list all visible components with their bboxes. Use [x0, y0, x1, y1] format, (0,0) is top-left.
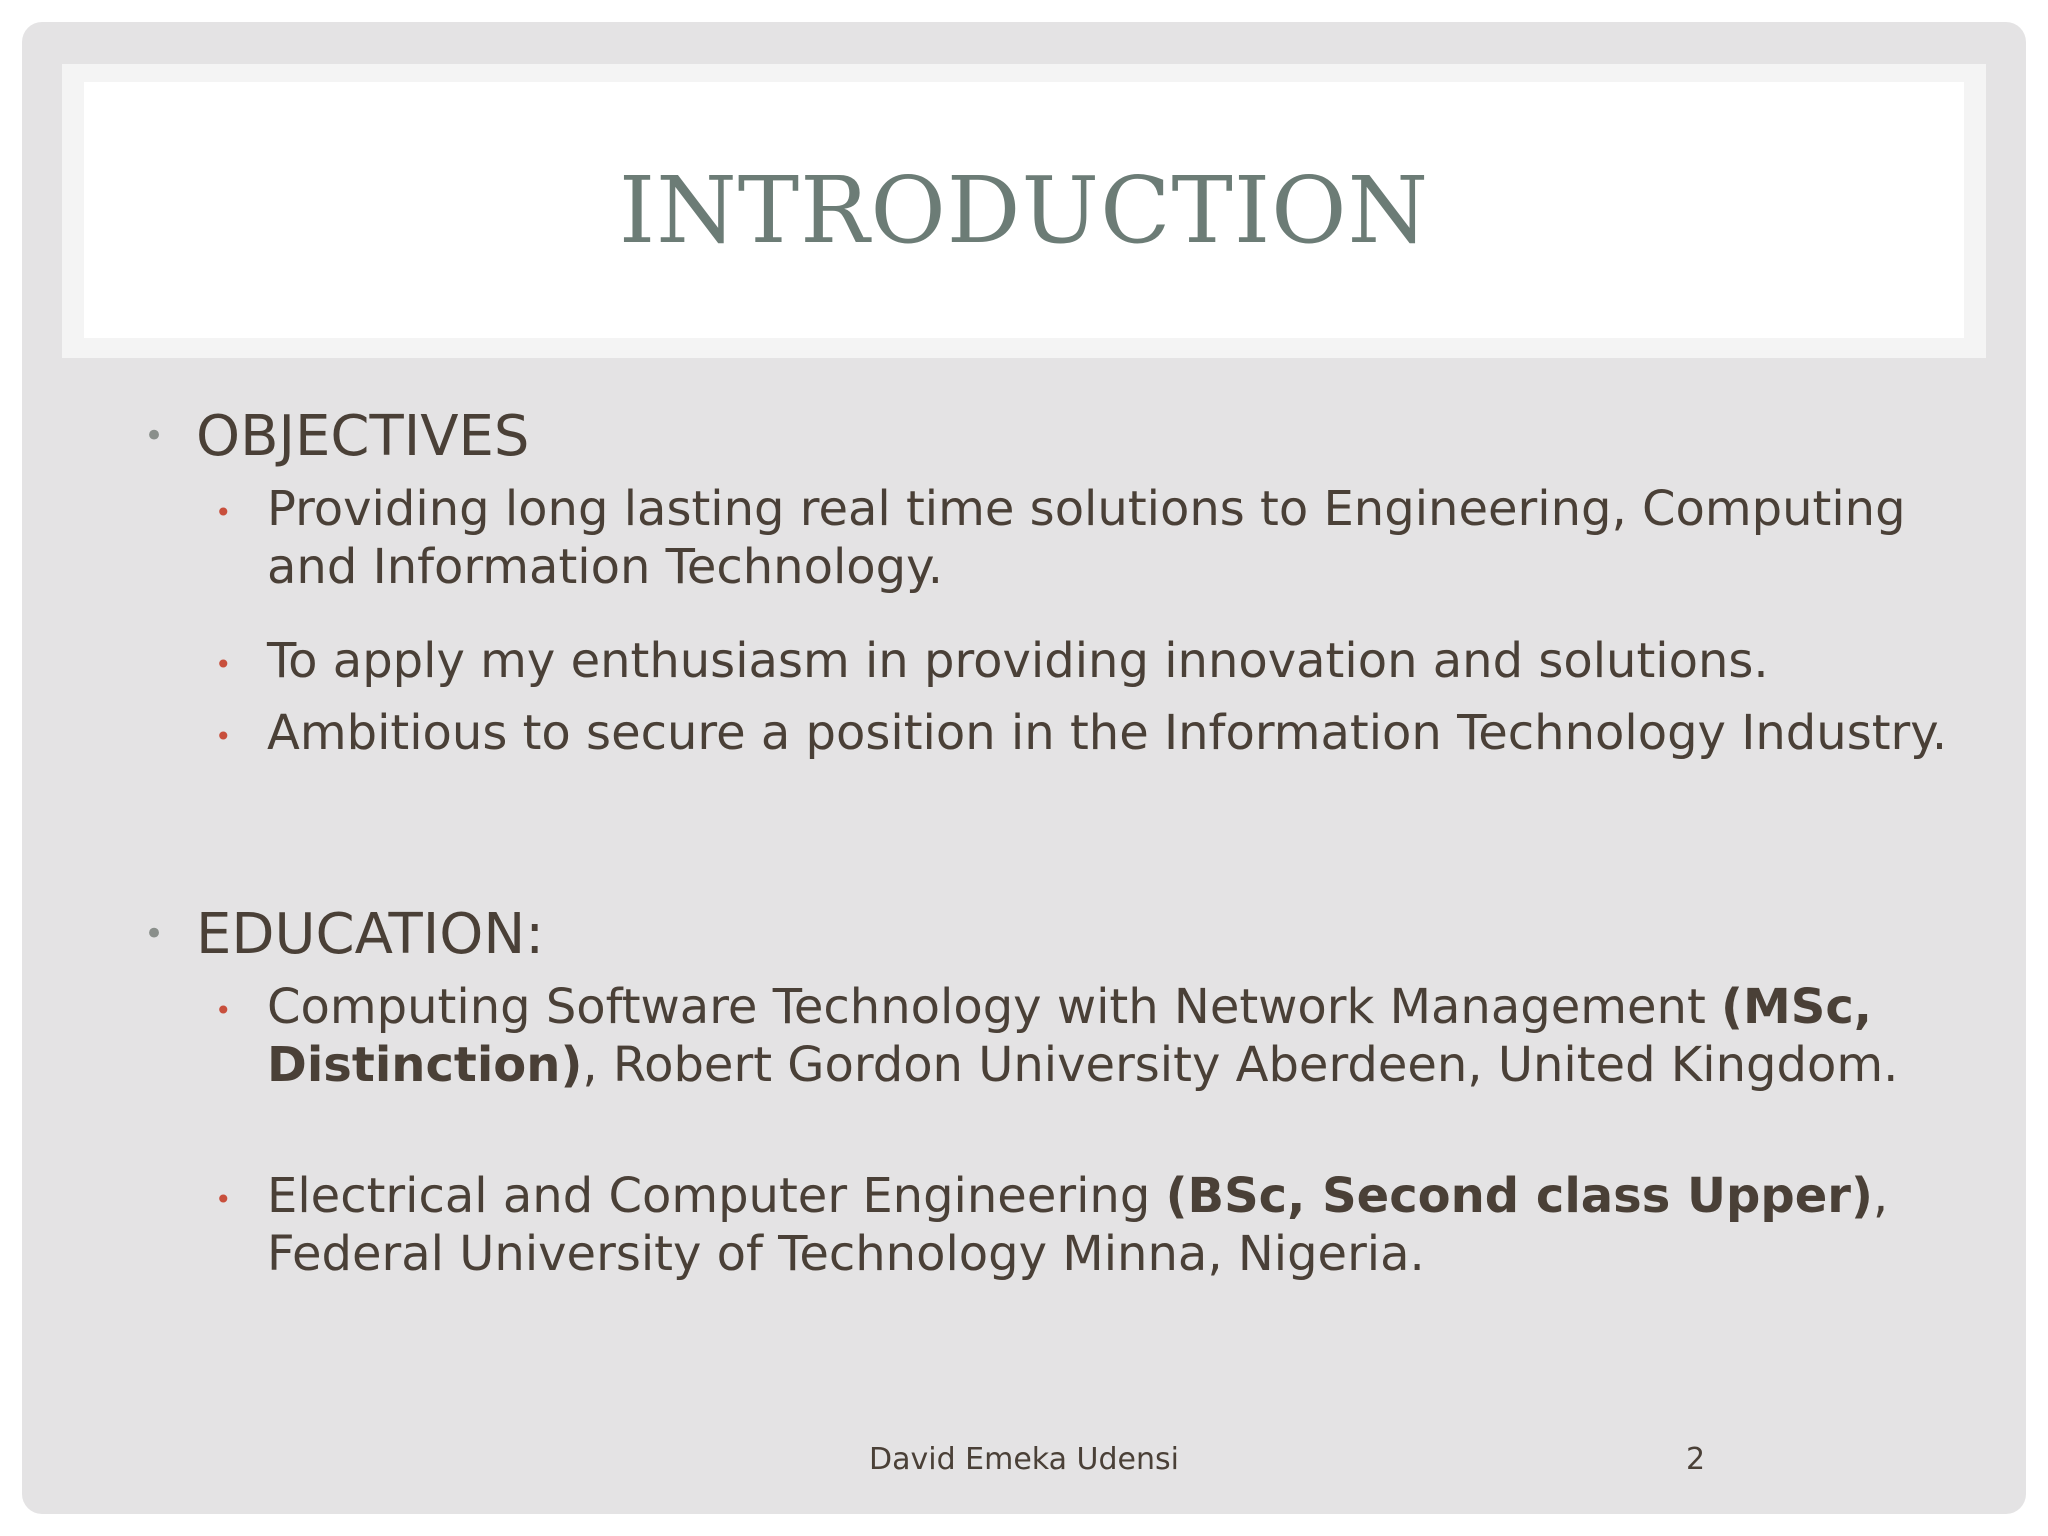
list-item-text: [267, 978, 1967, 1094]
list-item: [215, 632, 1967, 690]
bullet-icon: •: [215, 496, 232, 529]
slide: [22, 22, 2026, 1514]
slide-title: INTRODUCTION: [618, 156, 1430, 264]
list-item: [215, 1167, 1967, 1283]
list-item-text: Providing long lasting real time solutions to Engineering, Computing and Information Technology.: [267, 481, 1906, 595]
section-heading: OBJECTIVES: [196, 404, 530, 469]
bullet-icon: •: [144, 416, 165, 456]
slide-body: [22, 22, 2026, 1514]
section-heading: EDUCATION:: [196, 902, 545, 967]
bullet-icon: •: [215, 994, 232, 1027]
footer-author: David Emeka Udensi: [869, 1442, 1179, 1477]
degree-field: Electrical and Computer Engineering: [267, 1168, 1166, 1224]
institution: , Federal University of Technology Minna, Nigeria.: [267, 1168, 1889, 1282]
list-item: [215, 978, 1967, 1094]
page-number: 2: [1686, 1442, 1706, 1477]
list-item-text: To apply my enthusiasm in providing innovation and solutions.: [267, 633, 1769, 689]
list-item: [215, 704, 1967, 762]
degree-award: (BSc, Second class Upper): [1165, 1168, 1873, 1224]
institution: , Robert Gordon University Aberdeen, United Kingdom.: [582, 1037, 1899, 1093]
section-objectives: [144, 404, 529, 469]
bullet-icon: •: [215, 1183, 232, 1216]
bullet-icon: •: [144, 914, 165, 954]
list-item-text: [267, 1167, 1967, 1283]
degree-field: Computing Software Technology with Network Management: [267, 979, 1722, 1035]
section-education: [144, 902, 544, 967]
bullet-icon: •: [215, 648, 232, 681]
list-item: [215, 480, 1967, 596]
bullet-icon: •: [215, 720, 232, 753]
degree-award: (MSc, Distinction): [267, 979, 1873, 1093]
list-item-text: Ambitious to secure a position in the Information Technology Industry.: [267, 705, 1948, 761]
